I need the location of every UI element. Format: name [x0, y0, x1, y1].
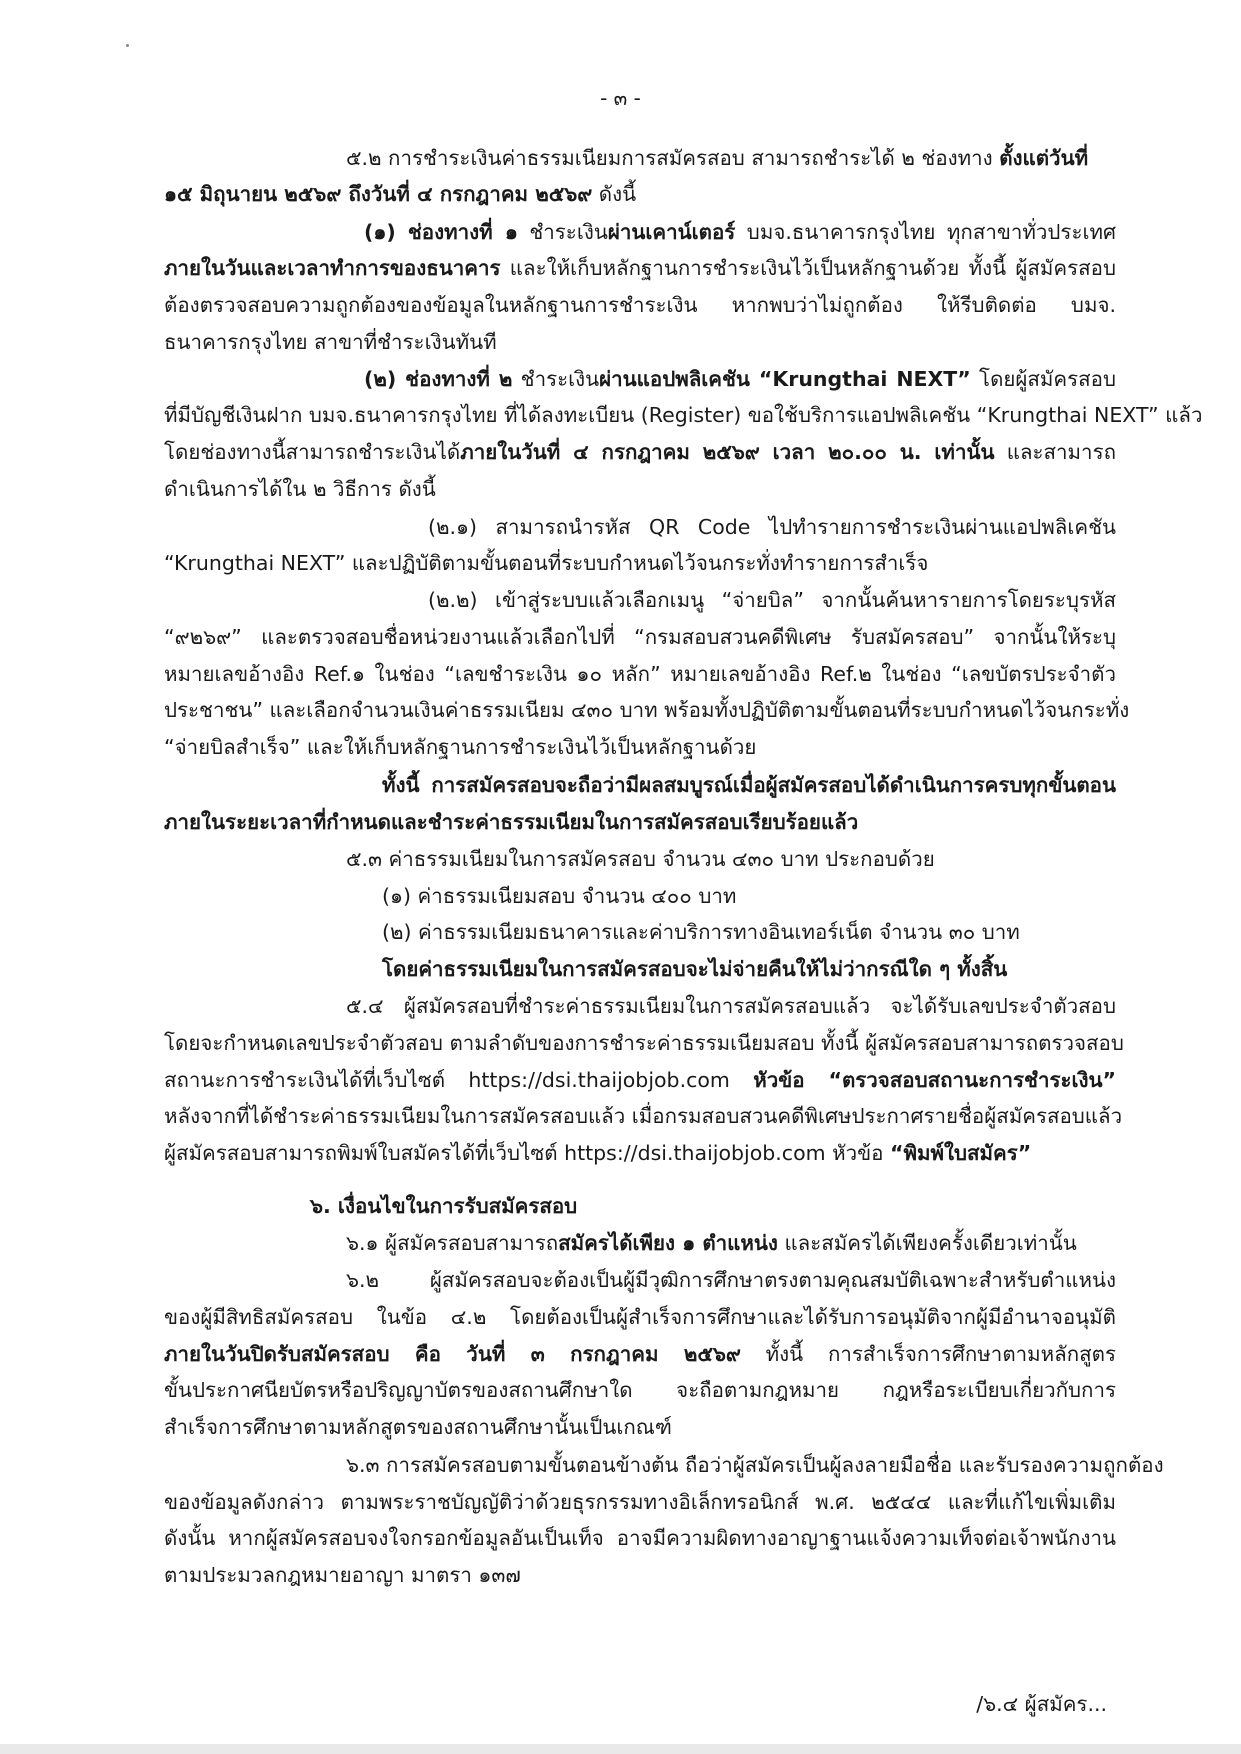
scan-edge: [0, 1744, 1241, 1754]
text-line: ๖.๒ ผู้สมัครสอบจะต้องเป็นผู้มีวุฒิการศึกษาตรงตามคุณสมบัติเฉพาะสำหรับตำแหน่ง: [346, 1268, 1116, 1292]
text-line: ๑๕ มิถุนายน ๒๕๖๙ ถึงวันที่ ๔ กรกฎาคม ๒๕๖๙ ดังนี้: [164, 182, 637, 206]
text-line: ต้องตรวจสอบความถูกต้องของข้อมูลในหลักฐานการชำระเงิน หากพบว่าไม่ถูกต้อง ให้รีบติดต่อ บมจ.: [164, 293, 1116, 317]
text-line: ๖.๓ การสมัครสอบตามขั้นตอนข้างต้น ถือว่าผู้สมัครเป็นผู้ลงลายมือชื่อ และรับรองความถูกต้อง: [346, 1453, 1164, 1477]
text-line: ของข้อมูลดังกล่าว ตามพระราชบัญญัติว่าด้วยธุรกรรมทางอิเล็กทรอนิกส์ พ.ศ. ๒๕๔๔ และที่แก้ไขเพิ่มเติม: [164, 1490, 1116, 1514]
text-line: โดยค่าธรรมเนียมในการสมัครสอบจะไม่จ่ายคืนให้ไม่ว่ากรณีใด ๆ ทั้งสิ้น: [382, 957, 1008, 981]
text-line: ๕.๒ การชำระเงินค่าธรรมเนียมการสมัครสอบ สามารถชำระได้ ๒ ช่องทาง ตั้งแต่วันที่: [346, 146, 1089, 170]
text-line: หลังจากที่ได้ชำระค่าธรรมเนียมในการสมัครสอบแล้ว เมื่อกรมสอบสวนคดีพิเศษประกาศรายชื่อผู้สมัครสอบแล้ว: [164, 1104, 1123, 1128]
text-line: ๕.๔ ผู้สมัครสอบที่ชำระค่าธรรมเนียมในการสมัครสอบแล้ว จะได้รับเลขประจำตัวสอบ: [346, 994, 1116, 1018]
text-line: ธนาคารกรุงไทย สาขาที่ชำระเงินทันที: [164, 330, 497, 354]
text-line: โดยจะกำหนดเลขประจำตัวสอบ ตามลำดับของการชำระค่าธรรมเนียมสอบ ทั้งนี้ ผู้สมัครสอบสามารถตรวจสอบ: [164, 1031, 1124, 1055]
text-line: ที่มีบัญชีเงินฝาก บมจ.ธนาคารกรุงไทย ที่ได้ลงทะเบียน (Register) ขอใช้บริการแอปพลิเคชัน “Krungthai NEXT” แล้ว: [164, 403, 1203, 427]
text-line: (๑) ช่องทางที่ ๑ ชำระเงินผ่านเคาน์เตอร์ บมจ.ธนาคารกรุงไทย ทุกสาขาทั่วประเทศ: [364, 220, 1116, 244]
text-line: ของผู้มีสิทธิสมัครสอบ ในข้อ ๔.๒ โดยต้องเป็นผู้สำเร็จการศึกษาและได้รับการอนุมัติจากผู้มีอำนาจอนุมัติ: [164, 1305, 1116, 1329]
text-line: (๑) ค่าธรรมเนียมสอบ จำนวน ๔๐๐ บาท: [382, 884, 737, 908]
scan-speck: [126, 44, 129, 47]
text-line: หมายเลขอ้างอิง Ref.๑ ในช่อง “เลขชำระเงิน ๑๐ หลัก” หมายเลขอ้างอิง Ref.๒ ในช่อง “เลขบัตรประจำตัว: [164, 662, 1116, 686]
text-line: ทั้งนี้ การสมัครสอบจะถือว่ามีผลสมบูรณ์เมื่อผู้สมัครสอบได้ดำเนินการครบทุกขั้นตอน: [382, 773, 1116, 797]
page-number: - ๓ -: [600, 86, 641, 110]
text-line: ดังนั้น หากผู้สมัครสอบจงใจกรอกข้อมูลอันเป็นเท็จ อาจมีความผิดทางอาญาฐานแจ้งความเท็จต่อเจ้าพนักงาน: [164, 1526, 1116, 1550]
text-line: โดยช่องทางนี้สามารถชำระเงินได้ภายในวันที่ ๔ กรกฎาคม ๒๕๖๙ เวลา ๒๐.๐๐ น. เท่านั้น และสามารถ: [164, 440, 1116, 464]
text-line: (๒.๒) เข้าสู่ระบบแล้วเลือกเมนู “จ่ายบิล” จากนั้นค้นหารายการโดยระบุรหัส: [428, 588, 1116, 612]
text-line: ผู้สมัครสอบสามารถพิมพ์ใบสมัครได้ที่เว็บไซต์ https://dsi.thaijobjob.com หัวข้อ “พิมพ์ใบสมัคร”: [164, 1141, 1032, 1165]
text-line: (๒.๑) สามารถนำรหัส QR Code ไปทำรายการชำระเงินผ่านแอปพลิเคชัน: [428, 515, 1116, 539]
text-line: (๒) ช่องทางที่ ๒ ชำระเงินผ่านแอปพลิเคชัน “Krungthai NEXT” โดยผู้สมัครสอบ: [364, 367, 1116, 391]
text-line: “จ่ายบิลสำเร็จ” และให้เก็บหลักฐานการชำระเงินไว้เป็นหลักฐานด้วย: [164, 735, 757, 759]
text-line: ภายในวันและเวลาทำการของธนาคาร และให้เก็บหลักฐานการชำระเงินไว้เป็นหลักฐานด้วย ทั้งนี้ ผู้สมัครสอบ: [164, 256, 1116, 280]
text-line: (๒) ค่าธรรมเนียมธนาคารและค่าบริการทางอินเทอร์เน็ต จำนวน ๓๐ บาท: [382, 920, 1020, 944]
text-line: “Krungthai NEXT” และปฏิบัติตามขั้นตอนที่ระบบกำหนดไว้จนกระทั่งทำรายการสำเร็จ: [164, 551, 929, 575]
text-line: สำเร็จการศึกษาตามหลักสูตรของสถานศึกษานั้นเป็นเกณฑ์: [164, 1415, 672, 1439]
text-line: ๖.๑ ผู้สมัครสอบสามารถสมัครได้เพียง ๑ ตำแหน่ง และสมัครได้เพียงครั้งเดียวเท่านั้น: [346, 1231, 1077, 1255]
text-line: สถานะการชำระเงินได้ที่เว็บไซต์ https://dsi.thaijobjob.com หัวข้อ “ตรวจสอบสถานะการชำระเงิน”: [164, 1068, 1116, 1092]
continuation-footer: /๖.๔ ผู้สมัคร...: [976, 1692, 1107, 1716]
text-line: ภายในวันปิดรับสมัครสอบ คือ วันที่ ๓ กรกฎาคม ๒๕๖๙ ทั้งนี้ การสำเร็จการศึกษาตามหลักสูตร: [164, 1342, 1116, 1366]
text-line: “๙๒๖๙” และตรวจสอบชื่อหน่วยงานแล้วเลือกไปที่ “กรมสอบสวนคดีพิเศษ รับสมัครสอบ” จากนั้นให้ระบุ: [164, 625, 1116, 649]
text-line: ตามประมวลกฎหมายอาญา มาตรา ๑๓๗: [164, 1563, 521, 1587]
text-line: ประชาชน” และเลือกจำนวนเงินค่าธรรมเนียม ๔๓๐ บาท พร้อมทั้งปฏิบัติตามขั้นตอนที่ระบบกำหนดไว้จนกระทั่ง: [164, 698, 1130, 722]
text-line: ภายในระยะเวลาที่กำหนดและชำระค่าธรรมเนียมในการสมัครสอบเรียบร้อยแล้ว: [164, 810, 859, 834]
text-line: ดำเนินการได้ใน ๒ วิธีการ ดังนี้: [164, 477, 436, 501]
section-heading: ๖. เงื่อนไขในการรับสมัครสอบ: [310, 1194, 578, 1218]
text-line: ขั้นประกาศนียบัตรหรือปริญญาบัตรของสถานศึกษาใด จะถือตามกฎหมาย กฎหรือระเบียบเกี่ยวกับการ: [164, 1378, 1116, 1402]
text-line: ๕.๓ ค่าธรรมเนียมในการสมัครสอบ จำนวน ๔๓๐ บาท ประกอบด้วย: [346, 847, 935, 871]
